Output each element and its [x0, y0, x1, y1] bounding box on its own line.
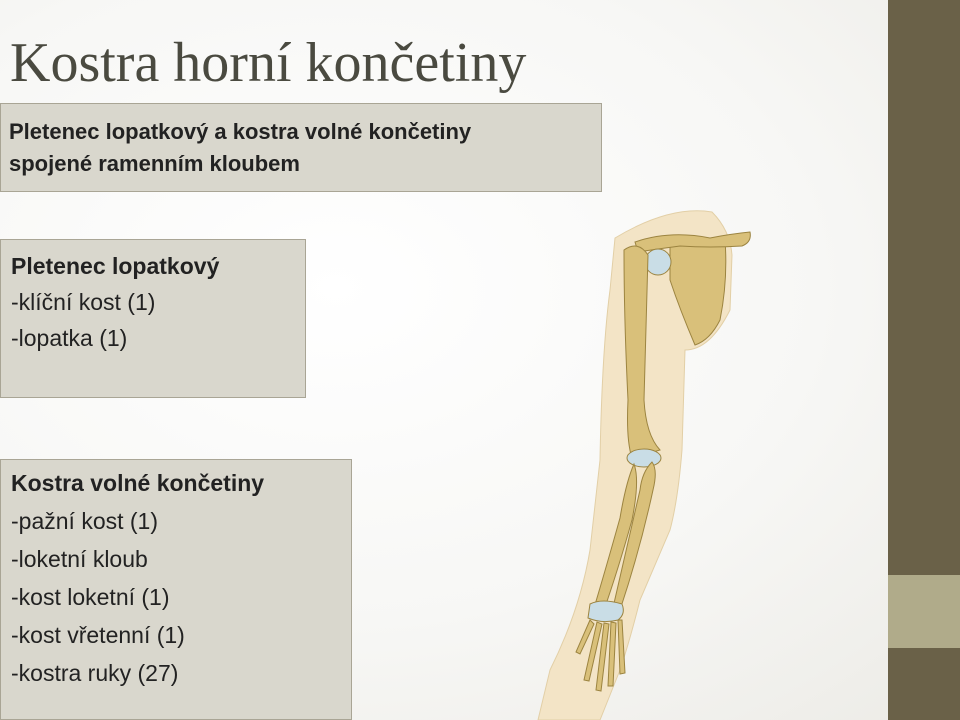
list-item: -kostra ruky (27) — [11, 660, 179, 686]
shoulder-girdle-list — [11, 284, 295, 356]
list-item: -kost vřetenní (1) — [11, 622, 185, 648]
list-item: -lopatka (1) — [11, 325, 128, 351]
side-bar-accent — [888, 575, 960, 648]
intro-text-line-1: Pletenec lopatkový a kostra volné končetiny — [9, 119, 472, 144]
intro-box — [0, 103, 602, 192]
humeral-head — [645, 249, 671, 275]
list-item: -pažní kost (1) — [11, 508, 158, 534]
carpal-bones — [588, 601, 623, 622]
list-item: -loketní kloub — [11, 546, 148, 572]
shoulder-girdle-box — [0, 239, 306, 398]
list-item: -klíční kost (1) — [11, 289, 156, 315]
elbow-joint — [627, 449, 661, 467]
free-limb-box — [0, 459, 352, 720]
free-limb-list — [11, 502, 341, 692]
arm-skeleton-illustration — [520, 200, 770, 720]
slide-title: Kostra horní končetiny — [10, 32, 527, 94]
intro-text-line-2: spojené ramenním kloubem — [9, 151, 300, 176]
free-limb-heading: Kostra volné končetiny — [11, 470, 265, 496]
shoulder-girdle-heading: Pletenec lopatkový — [11, 253, 220, 279]
list-item: -kost loketní (1) — [11, 584, 170, 610]
